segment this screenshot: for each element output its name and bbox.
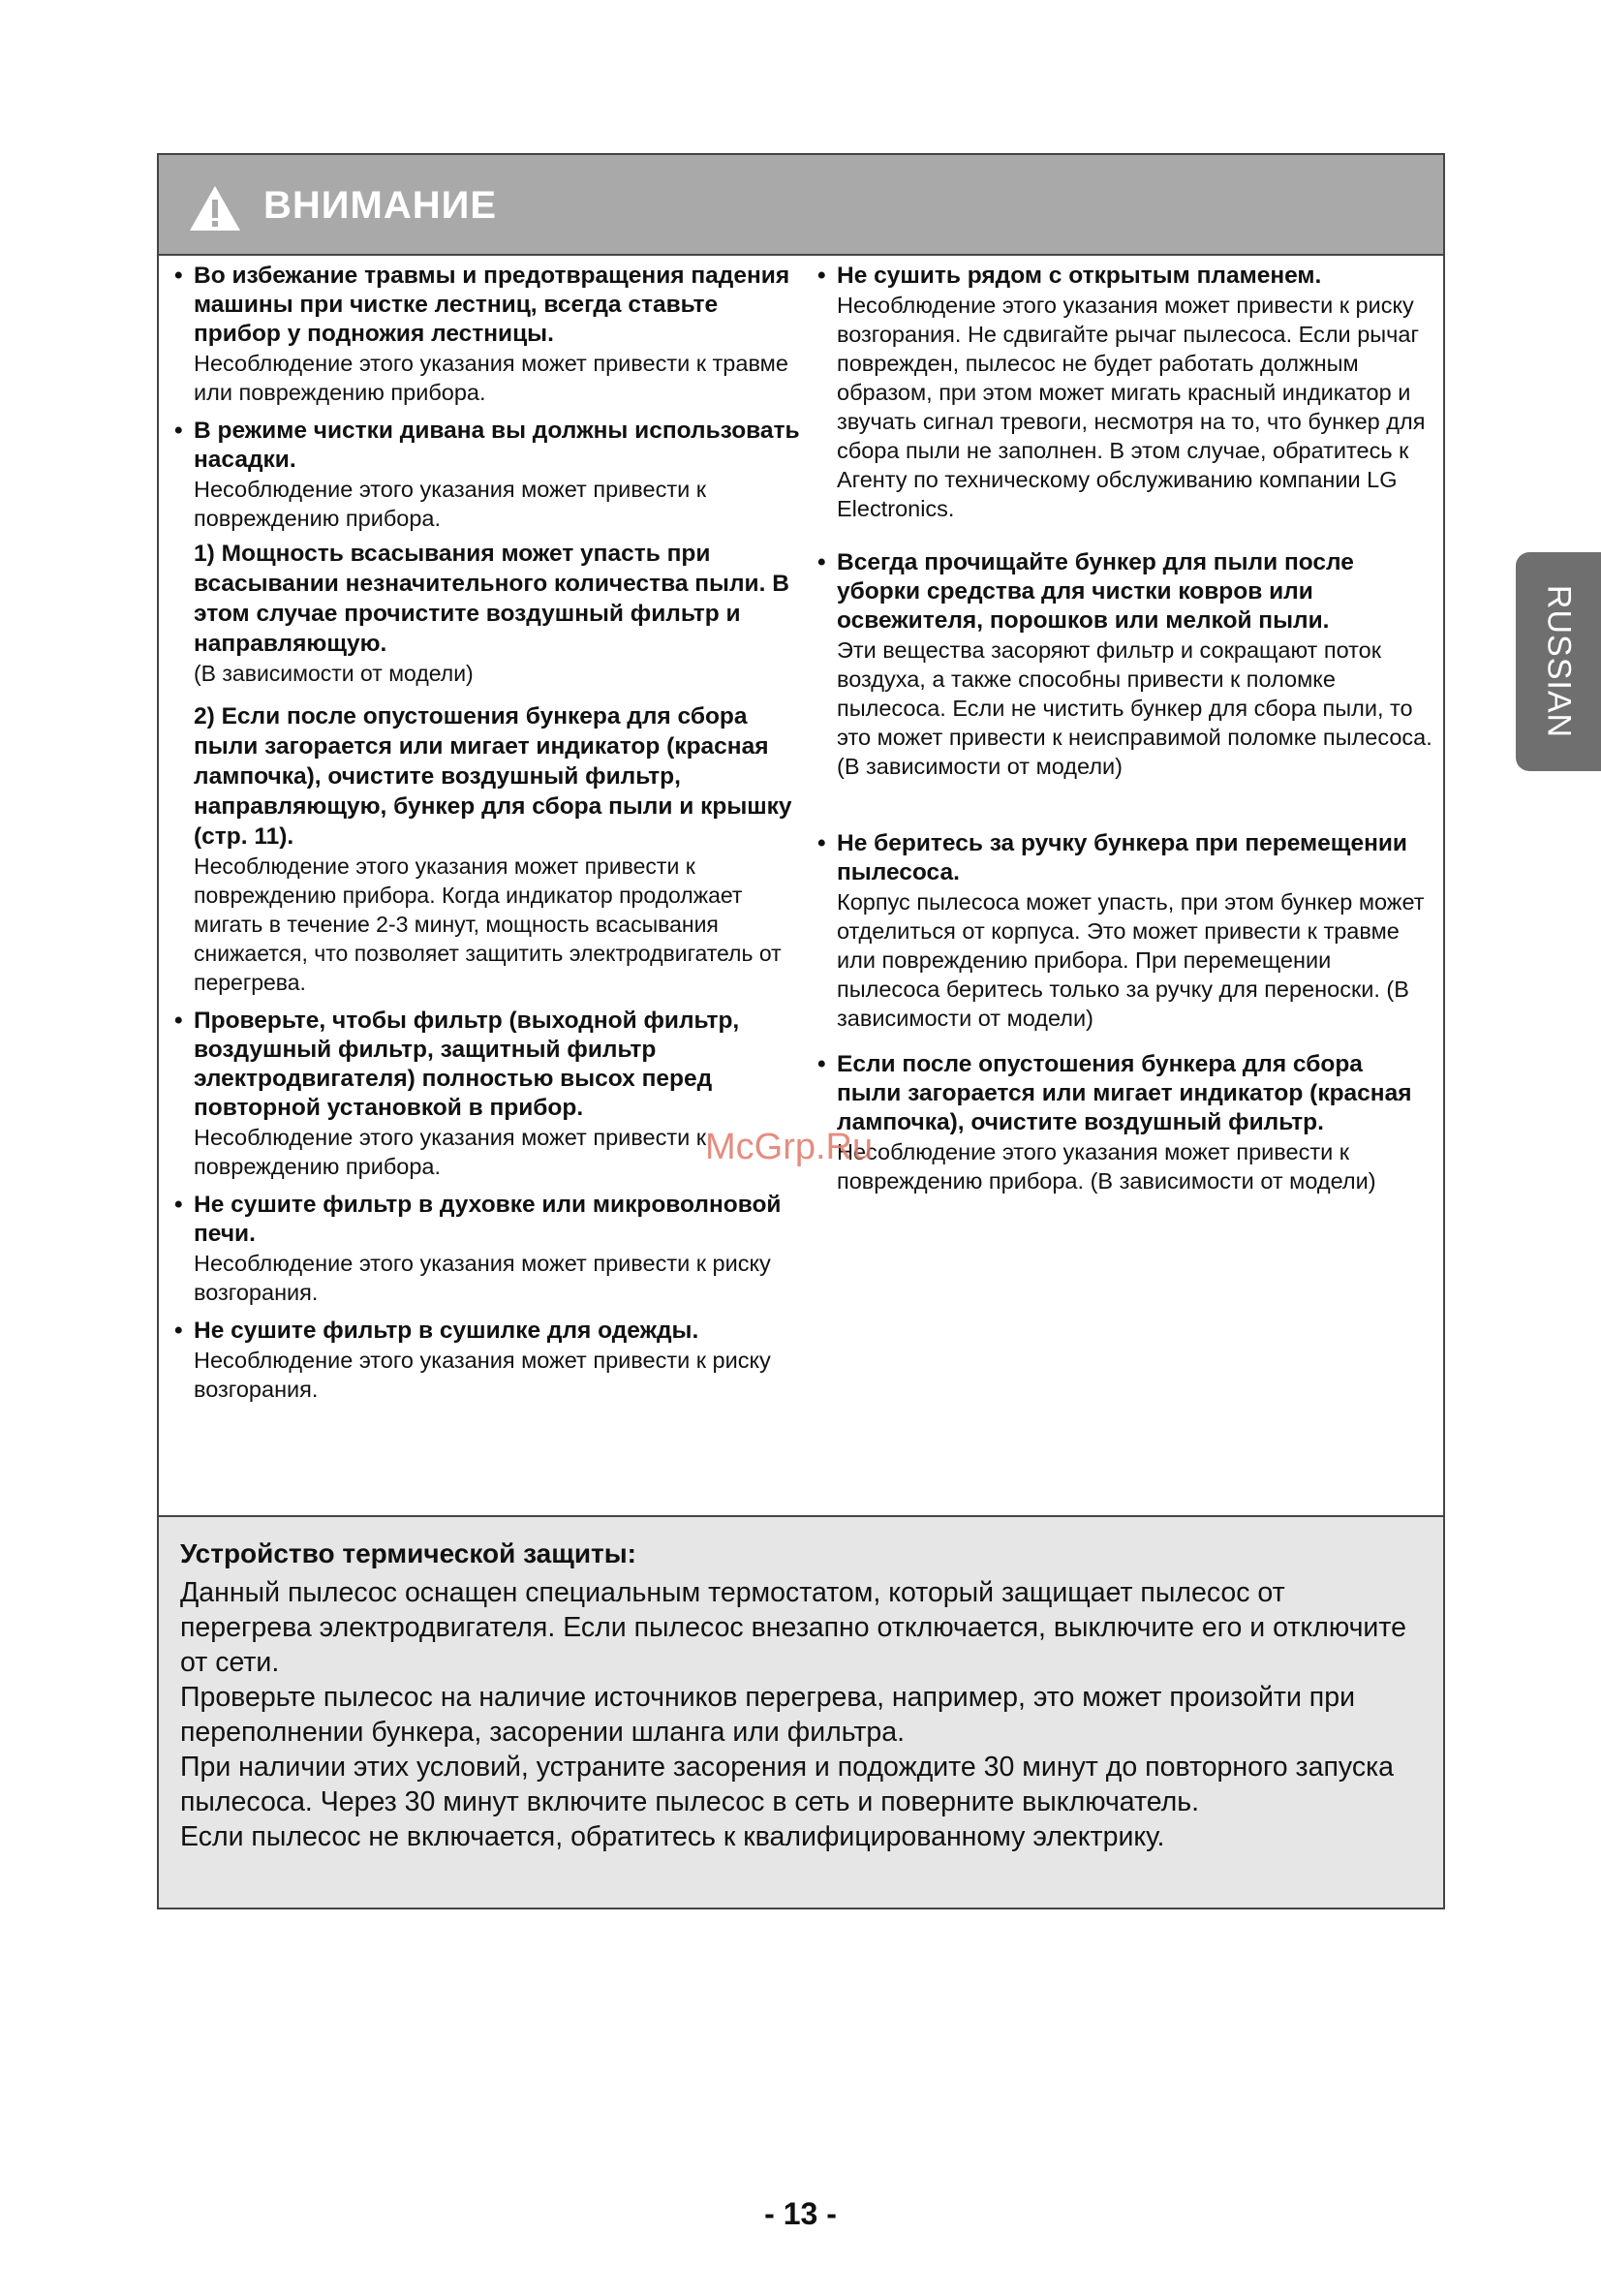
item-text: Несоблюдение этого указания может привести к повреждению прибора. (В зависимости от модели) bbox=[837, 1139, 1376, 1194]
item-text: Несоблюдение этого указания может привести к риску возгорания. bbox=[194, 1251, 771, 1305]
right-column bbox=[814, 262, 1433, 1205]
item-text: Несоблюдение этого указания может привести к риску возгорания. Не сдвигайте рычаг пылесоса. Если рычаг поврежден, пылесос не будет работать должным образом, при этом может мигать красный индикатор и звучать сигнал тревоги, несмотря на то, что бункер для сбора пыли не заполнен. В этом случае, обратитесь к Агенту по техническому обслуживанию компании LG Electronics. bbox=[837, 293, 1426, 521]
bullet: • bbox=[174, 263, 183, 289]
warning-item bbox=[814, 548, 1433, 781]
warning-triangle-icon bbox=[188, 184, 242, 233]
thermal-paragraph: Данный пылесос оснащен специальным термостатом, который защищает пылесос от перегрева электродвигателя. Если пылесос внезапно отключается, выключите его и отключите от сети. bbox=[180, 1577, 1406, 1678]
warning-item bbox=[170, 262, 800, 407]
sub-item-title: 2) Если после опустошения бункера для сбора пыли загорается или мигает индикатор (красная лампочка), очистите воздушный фильтр, направляющую, бункер для сбора пыли и крышку (стр. 11). bbox=[194, 703, 792, 850]
warning-item bbox=[814, 829, 1433, 1033]
warning-item bbox=[814, 262, 1433, 523]
item-text: Несоблюдение этого указания может привести к риску возгорания. bbox=[194, 1348, 771, 1402]
item-text: Эти вещества засоряют фильтр и сокращают поток воздуха, а также способны привести к поломке пылесоса. Если не чистить бункер для сбора пыли, то это может привести к неисправимой поломке пылесоса. (В зависимости от модели) bbox=[837, 637, 1432, 779]
item-text: Несоблюдение этого указания может привести к повреждению прибора. bbox=[194, 1125, 707, 1179]
item-title: Не беритесь за ручку бункера при перемещении пылесоса. bbox=[837, 830, 1407, 885]
item-title: Не сушить рядом с открытым пламенем. bbox=[837, 263, 1322, 289]
caution-header bbox=[159, 155, 1443, 256]
warning-item bbox=[170, 417, 800, 997]
bullet: • bbox=[817, 1051, 826, 1077]
item-title: Проверьте, чтобы фильтр (выходной фильтр, воздушный фильтр, защитный фильтр электродвигателя) полностью высох перед повторной установкой в прибор. bbox=[194, 1008, 740, 1121]
language-tab bbox=[1516, 552, 1601, 771]
bullet: • bbox=[817, 830, 826, 856]
warning-item bbox=[170, 1191, 800, 1307]
sub-item-title: 1) Мощность всасывания может упасть при всасывании незначительного количества пыли. В этом случае прочистите воздушный фильтр и направляющую. bbox=[194, 541, 789, 657]
item-text: Несоблюдение этого указания может привести к повреждению прибора. bbox=[194, 477, 707, 531]
thermal-paragraph: При наличии этих условий, устраните засорения и подождите 30 минут до повторного запуска пылесоса. Через 30 минут включите пылесос в сеть и поверните выключатель. bbox=[180, 1752, 1395, 1817]
caution-title: ВНИМАНИЕ bbox=[263, 184, 498, 227]
item-title: Если после опустошения бункера для сбора пыли загорается или мигает индикатор (красная лампочка), очистите воздушный фильтр. bbox=[837, 1051, 1412, 1135]
item-title: Во избежание травмы и предотвращения падения машины при чистке лестниц, всегда ставьте прибор у подножия лестницы. bbox=[194, 263, 790, 347]
item-title: Не сушите фильтр в духовке или микроволновой печи. bbox=[194, 1192, 782, 1247]
item-title: Всегда прочищайте бункер для пыли после уборки средства для чистки ковров или освежителя, порошков или мелкой пыли. bbox=[837, 549, 1354, 634]
bullet: • bbox=[174, 1008, 183, 1034]
sub-item-note: (В зависимости от модели) bbox=[194, 661, 474, 686]
bullet: • bbox=[817, 263, 826, 289]
bullet: • bbox=[174, 1318, 183, 1344]
thermal-protection-section bbox=[159, 1515, 1443, 1908]
item-text: Корпус пылесоса может упасть, при этом бункер может отделиться от корпуса. Это может привести к травме или повреждению прибора. При перемещении пылесоса беритесь только за ручку для переноски. (В зависимости от модели) bbox=[837, 889, 1425, 1031]
language-tab-label: RUSSIAN bbox=[1540, 584, 1578, 739]
caution-frame bbox=[157, 153, 1445, 1909]
watermark: McGrp.Ru bbox=[705, 1127, 874, 1167]
bullet: • bbox=[174, 418, 183, 444]
thermal-paragraph: Если пылесос не включается, обратитесь к квалифицированному электрику. bbox=[180, 1821, 1165, 1852]
item-title: Не сушите фильтр в сушилке для одежды. bbox=[194, 1318, 699, 1344]
bullet: • bbox=[174, 1192, 183, 1218]
thermal-title: Устройство термической защиты: bbox=[180, 1538, 636, 1568]
bullet: • bbox=[817, 549, 826, 575]
thermal-paragraph: Проверьте пылесос на наличие источников перегрева, например, это может произойти при переполнении бункера, засорении шланга или фильтра. bbox=[180, 1682, 1355, 1748]
item-text: Несоблюдение этого указания может привести к травме или повреждению прибора. bbox=[194, 351, 788, 405]
sub-item-note: Несоблюдение этого указания может привести к повреждению прибора. Когда индикатор продолжает мигать в течение 2-3 минут, мощность всасывания снижается, что позволяет защитить электродвигатель от перегрева. bbox=[194, 853, 782, 995]
warning-item bbox=[814, 1050, 1433, 1195]
page-number: - 13 - bbox=[764, 2196, 837, 2231]
item-title: В режиме чистки дивана вы должны использовать насадки. bbox=[194, 418, 800, 473]
warning-item bbox=[170, 1317, 800, 1404]
left-column bbox=[170, 262, 800, 1413]
